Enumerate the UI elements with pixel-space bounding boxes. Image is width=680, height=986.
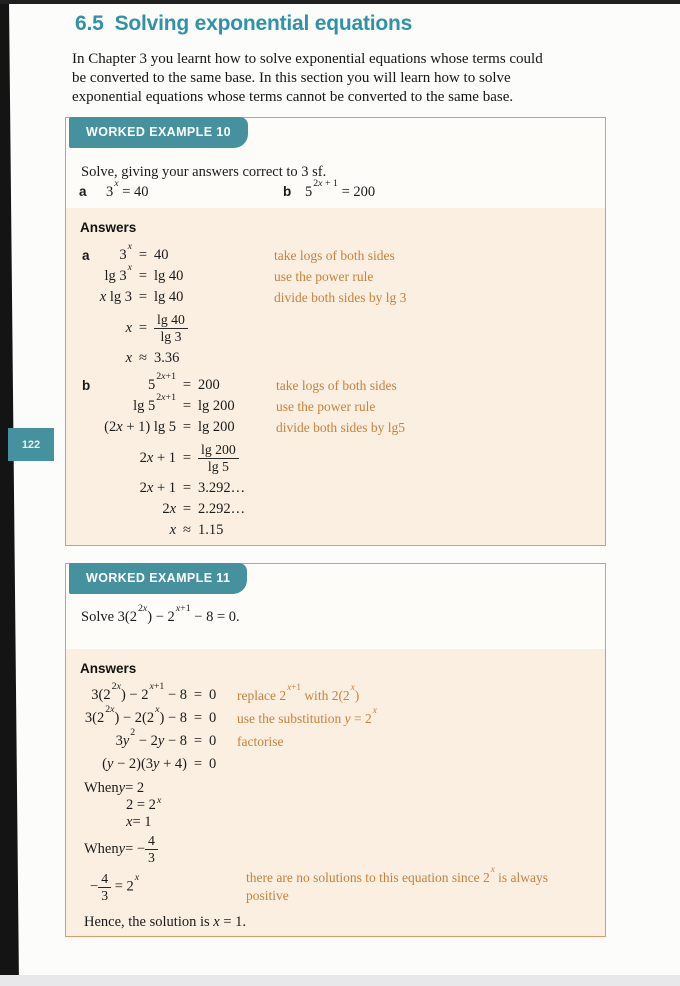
equation-rhs: 0 (209, 687, 217, 703)
part-b-solution (80, 370, 593, 541)
equation-row (80, 240, 593, 266)
step-annotation: take logs of both sides (274, 247, 395, 263)
no-solution-row (90, 864, 593, 907)
equation-relation: = (193, 756, 203, 772)
intro-line: exponential equations whose terms cannot be converted to the same base. (72, 89, 514, 105)
section-title: Solving exponential equations (114, 12, 413, 35)
equation-relation: = (193, 710, 203, 726)
equation-row (80, 417, 593, 438)
equation-rhs: 0 (209, 710, 217, 726)
part-b-problem: $5^{2x + 1} = 200$ (305, 177, 376, 200)
equation-rhs: lg 40 (154, 268, 184, 284)
case-line: When y = 2 (84, 780, 145, 796)
equation-row (80, 520, 593, 541)
scan-edge-top (0, 0, 680, 4)
equation-row (80, 478, 593, 499)
case-analysis (80, 780, 593, 931)
equation-rhs: 1.15 (198, 522, 224, 538)
equation-relation: ≈ (183, 522, 191, 538)
equation-lhs: (y − 2)(3y + 4) (102, 756, 187, 772)
example-10-prompt: Solve, giving your answers correct to 3 sf. (81, 164, 327, 180)
page-number: 122 (21, 438, 41, 451)
equation-lhs: x (125, 350, 132, 366)
equation-rhs: $\frac{\lg 200}{\lg 5}$ (198, 442, 276, 475)
equation-relation: = (182, 449, 192, 466)
conclusion-line: Hence, the solution is x = 1. (84, 914, 247, 930)
equation-rhs: 2.292… (198, 501, 246, 517)
equation-row (80, 438, 593, 478)
equation-row (80, 391, 593, 417)
example-11-problem: Solve $3(2^{2x}) - 2^{x+1} - 8 = 0$. (81, 602, 240, 625)
equation-lhs: 2x (162, 501, 176, 517)
worked-example-11-tab: WORKED EXAMPLE 11 (69, 563, 247, 594)
intro-line: In Chapter 3 you learnt how to solve exponential equations whose terms could (72, 51, 543, 67)
equation-lhs: $3(2^{2x}) - 2(2^x) - 8$ (84, 703, 187, 726)
equation-lhs: $3y^2 - 2y - 8$ (115, 726, 187, 749)
equation-rhs: 0 (209, 756, 217, 772)
equation-lhs: $3(2^{2x}) - 2^{x+1} - 8$ (91, 680, 187, 703)
equation-rhs: 40 (154, 247, 169, 263)
example-11-answers-panel (66, 649, 605, 936)
equation-relation: = (182, 480, 192, 496)
intro-line: be converted to the same base. In this section you will learn how to solve (72, 70, 511, 86)
equation-lhs: 3$^x$ (119, 240, 132, 263)
equation-relation: = (193, 687, 203, 703)
step-annotation: factorise (237, 733, 284, 749)
scan-edge-bottom (0, 975, 680, 986)
equation-relation: = (193, 733, 203, 749)
equation-lhs: x lg 3 (99, 289, 132, 305)
equation-relation: = (182, 377, 192, 393)
equation-row (80, 726, 593, 753)
equation-relation: = (182, 398, 192, 414)
step-annotation: divide both sides by lg 3 (274, 289, 407, 305)
equation-lhs: lg 3$^x$ (104, 261, 132, 284)
equation-row (80, 499, 593, 520)
step-annotation: divide both sides by lg5 (276, 419, 405, 435)
equation-lhs: $\lg 5^{2x+1}$ (133, 391, 176, 414)
step-annotation: replace $2^{x+1}$ with 2(2$^x$) (237, 681, 360, 703)
section-heading (75, 12, 412, 36)
equation-row (80, 348, 593, 369)
equation-rhs: lg 200 (198, 398, 235, 414)
worked-example-11-box (65, 563, 606, 937)
step-annotation: there are no solutions to this equation since 2$^x$ is always positive (246, 864, 549, 903)
example-10-answers-panel (66, 208, 605, 545)
case-line: x = 1 (126, 814, 152, 830)
equation-lhs: 2x + 1 (139, 449, 176, 466)
equation-rhs: lg 40 (154, 289, 184, 305)
equation-row (80, 308, 593, 348)
example-11-solution (80, 680, 593, 776)
answers-heading: Answers (80, 220, 137, 235)
answers-heading: Answers (80, 661, 137, 676)
equation-row (80, 703, 593, 730)
case-line: When y = − $\frac{4}{3}$ (84, 831, 593, 867)
equation-relation: = (138, 268, 148, 284)
step-annotation: use the power rule (276, 398, 376, 414)
equation-relation: = (138, 289, 148, 305)
part-b-letter: b (82, 378, 91, 393)
equation-lhs: 2x + 1 (139, 480, 176, 496)
equation-relation: = (138, 247, 148, 263)
equation: − $\frac{4}{3}$ = $2^x$ (90, 870, 140, 903)
equation-relation: = (182, 501, 192, 517)
equation-row (80, 753, 593, 776)
equation-lhs: (2x + 1) lg 5 (104, 419, 176, 435)
part-a-solution (80, 240, 593, 369)
equation-rhs: 3.36 (154, 350, 180, 366)
scan-edge-left (0, 0, 20, 986)
step-annotation: take logs of both sides (276, 377, 397, 393)
equation-lhs: x (169, 522, 176, 538)
equation-rhs: $\frac{\lg 40}{\lg 3}$ (154, 312, 274, 345)
part-a-problem: $3^x = 40$ (106, 177, 149, 200)
equation-lhs: x (125, 319, 132, 336)
section-number: 6.5 (75, 12, 104, 35)
equation-rhs: lg 200 (198, 419, 235, 435)
part-a-label: a (79, 184, 87, 199)
equation-row (80, 287, 593, 308)
worked-example-10-box (65, 117, 606, 546)
part-b-label: b (283, 184, 292, 199)
example-10-problems (79, 177, 376, 201)
page-number-badge (8, 428, 54, 461)
step-annotation: use the substitution $y = 2^x$ (237, 704, 377, 726)
equation-relation: = (138, 319, 148, 336)
intro-paragraph (72, 50, 620, 107)
equation-relation: = (182, 419, 192, 435)
equation-rhs: 3.292… (198, 480, 246, 496)
case-line: 2 = 2 $^x$ (126, 795, 162, 813)
equation-row (80, 261, 593, 287)
equation-lhs: $5^{2x+1}$ (147, 370, 176, 393)
equation-rhs: 200 (198, 377, 220, 393)
step-annotation: use the power rule (274, 268, 374, 284)
equation-rhs: 0 (209, 733, 217, 749)
part-a-letter: a (82, 248, 90, 263)
equation-relation: ≈ (139, 350, 147, 366)
worked-example-10-tab: WORKED EXAMPLE 10 (69, 117, 248, 148)
